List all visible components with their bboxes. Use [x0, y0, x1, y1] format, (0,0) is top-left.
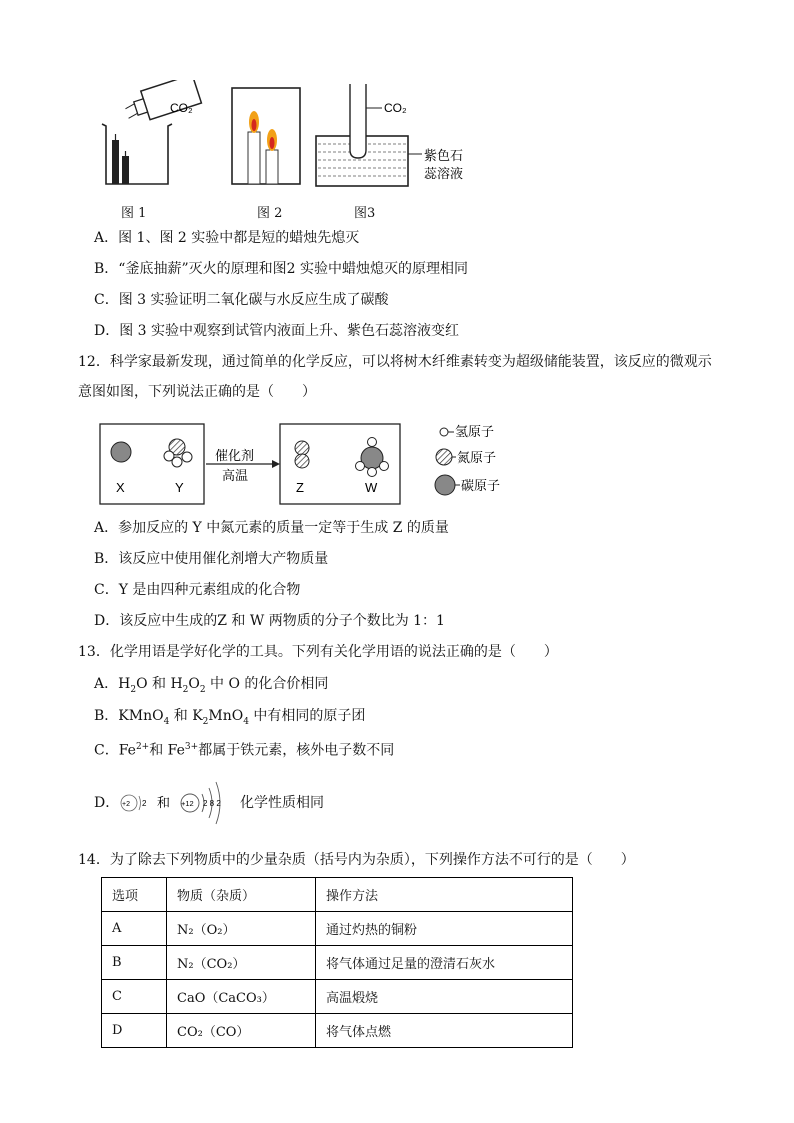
- table-cell: 高温煅烧: [316, 980, 573, 1014]
- fig2-caption: 图 2: [257, 206, 283, 221]
- and-label: 和: [157, 795, 171, 810]
- legend-carbon: 碳原子: [461, 478, 501, 493]
- q12-option-b: B．该反应中使用催化剂增大产物质量: [94, 551, 329, 567]
- q12-reaction-diagram: [98, 420, 528, 510]
- fig1-gas-label: CO₂: [170, 101, 193, 115]
- figure-2-jar-candles: [228, 86, 304, 186]
- table-cell: 将气体通过足量的澄清石灰水: [316, 946, 573, 980]
- label-z: Z: [296, 480, 304, 495]
- fig1-caption: 图 1: [121, 206, 147, 221]
- atom2-nucleus: +12: [181, 799, 194, 808]
- table-cell: N₂（O₂）: [167, 912, 316, 946]
- label-y: Y: [175, 480, 184, 495]
- q14-stem: 14．为了除去下列物质中的少量杂质（括号内为杂质），下列操作方法不可行的是（ ）: [78, 852, 635, 868]
- header-method: 操作方法: [316, 878, 573, 912]
- table-cell: B: [102, 946, 167, 980]
- atom1-nucleus: +2: [122, 801, 130, 808]
- fig3-solution-line2: 蕊溶液: [424, 166, 464, 181]
- catalyst-label: 催化剂: [215, 448, 255, 463]
- table-row: [102, 946, 573, 980]
- table-cell: D: [102, 1014, 167, 1048]
- q13-option-b: B．KMnO$_4$ 和 $K_2MnO_4$ 中有相同的原子团: [94, 708, 366, 727]
- label-w: W: [365, 480, 378, 495]
- table-row: [102, 1014, 573, 1048]
- table-row: [102, 912, 573, 946]
- q12-option-d: D．该反应中生成的Z 和 W 两物质的分子个数比为 1：1: [94, 613, 445, 629]
- table-row: [102, 980, 573, 1014]
- table-cell: CO₂（CO）: [167, 1014, 316, 1048]
- atom2-shells: 2 8 2: [203, 799, 221, 808]
- label-x: X: [116, 480, 125, 495]
- q11-option-c: C．图 3 实验证明二氧化碳与水反应生成了碳酸: [94, 292, 389, 308]
- figure-3-test-tube-trough: [310, 80, 480, 190]
- q14-table: [101, 877, 573, 1048]
- legend-nitrogen: 氮原子: [457, 450, 497, 465]
- q11-option-d: D．图 3 实验中观察到试管内液面上升、紫色石蕊溶液变红: [94, 323, 460, 339]
- condition-label: 高温: [222, 468, 249, 483]
- table-header-row: [102, 878, 573, 912]
- q13-option-c: C．$Fe^{2+}$和 $Fe^{3+}$都属于铁元素，核外电子数不同: [94, 742, 395, 759]
- q11-option-a: A．图 1、图 2 实验中都是短的蜡烛先熄灭: [94, 230, 360, 246]
- q12-stem-line2: 意图如图，下列说法正确的是（ ）: [78, 384, 316, 400]
- header-substance: 物质（杂质）: [167, 878, 316, 912]
- q13-option-d-prefix: D．: [94, 795, 120, 811]
- q13-option-d-text: 化学性质相同: [240, 795, 324, 811]
- q12-stem-line1: 12．科学家最新发现，通过简单的化学反应，可以将树木纤维素转变为超级储能装置，该反应的微观示: [78, 354, 712, 370]
- table-cell: 将气体点燃: [316, 1014, 573, 1048]
- q13-stem: 13．化学用语是学好化学的工具。下列有关化学用语的说法正确的是（ ）: [78, 644, 558, 660]
- table-cell: A: [102, 912, 167, 946]
- q12-option-c: C．Y 是由四种元素组成的化合物: [94, 582, 301, 598]
- figure-1-beaker-candles: [96, 80, 206, 190]
- fig3-gas-label: CO₂: [384, 101, 407, 115]
- header-option: 选项: [102, 878, 167, 912]
- table-cell: N₂（CO₂）: [167, 946, 316, 980]
- table-cell: 通过灼热的铜粉: [316, 912, 573, 946]
- q12-option-a: A．参加反应的 Y 中氮元素的质量一定等于生成 Z 的质量: [94, 520, 449, 536]
- q11-option-b: B．“釜底抽薪”灭火的原理和图2 实验中蜡烛熄灭的原理相同: [94, 261, 468, 277]
- table-cell: C: [102, 980, 167, 1014]
- table-cell: CaO（CaCO₃）: [167, 980, 316, 1014]
- fig3-caption: 图3: [354, 206, 376, 221]
- legend-hydrogen: 氢原子: [455, 424, 495, 439]
- atom1-shells: 2: [142, 799, 147, 808]
- q13-option-a: A．$H_2O$ 和 $H_2O_2$ 中 O 的化合价相同: [94, 676, 329, 695]
- fig3-solution-line1: 紫色石: [424, 148, 464, 163]
